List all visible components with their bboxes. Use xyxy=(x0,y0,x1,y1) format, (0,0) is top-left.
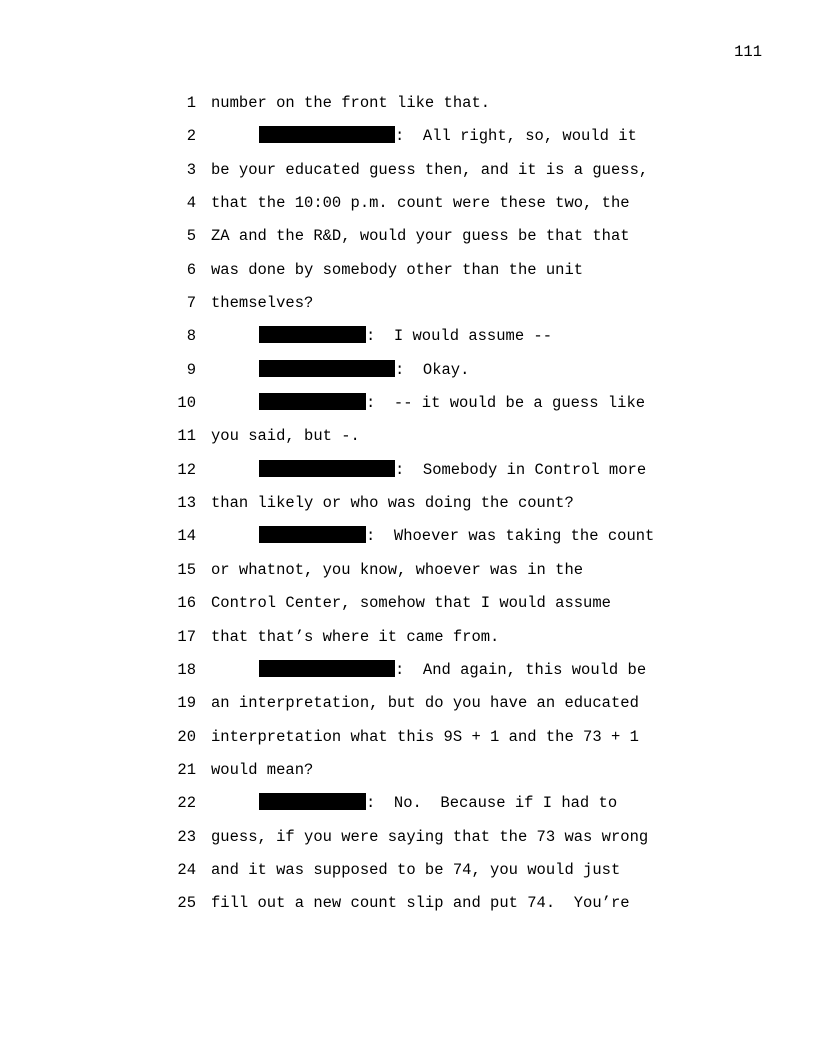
line-text-container xyxy=(211,560,583,580)
line-text-container xyxy=(211,760,313,780)
page-number: 111 xyxy=(734,43,762,61)
transcript-line xyxy=(0,660,816,693)
line-number: 25 xyxy=(177,894,196,913)
line-text-container xyxy=(211,893,630,913)
line-text: fill out a new count slip and put 74. You’re xyxy=(211,894,630,913)
line-number: 11 xyxy=(177,427,196,446)
line-text: number on the front like that. xyxy=(211,94,491,112)
line-text: you said, but -. xyxy=(211,427,360,446)
line-text: : And again, this would be xyxy=(395,660,647,679)
transcript-line xyxy=(0,126,816,159)
transcript-line xyxy=(0,526,816,559)
transcript-line xyxy=(0,693,816,726)
redacted-speaker-name xyxy=(259,326,366,343)
line-number: 12 xyxy=(177,460,196,479)
transcript-line xyxy=(0,193,816,226)
redacted-speaker-name xyxy=(259,526,366,543)
transcript-lines xyxy=(0,93,816,927)
line-number: 4 xyxy=(186,194,196,213)
line-text: was done by somebody other than the unit xyxy=(211,260,584,279)
redacted-speaker-name xyxy=(259,393,366,410)
line-text-container xyxy=(259,660,646,680)
transcript-line xyxy=(0,860,816,893)
transcript-line xyxy=(0,93,816,126)
transcript-line xyxy=(0,560,816,593)
line-text: an interpretation, but do you have an educated xyxy=(211,694,639,713)
transcript-line xyxy=(0,293,816,326)
line-text: : Somebody in Control more xyxy=(395,460,647,479)
line-text-container xyxy=(259,326,552,346)
line-text-container xyxy=(211,293,313,313)
transcript-line xyxy=(0,360,816,393)
line-text-container xyxy=(211,627,499,647)
line-text: that the 10:00 p.m. count were these two, the xyxy=(211,194,630,213)
line-number: 14 xyxy=(177,527,196,546)
redacted-speaker-name xyxy=(259,660,395,677)
redacted-speaker-name xyxy=(259,126,395,143)
line-text: be your educated guess then, and it is a guess, xyxy=(211,160,649,179)
line-text: themselves? xyxy=(211,294,314,313)
line-number: 17 xyxy=(177,627,196,646)
line-number: 13 xyxy=(177,494,196,513)
line-text-container xyxy=(211,160,648,180)
transcript-line xyxy=(0,326,816,359)
line-text: and it was supposed to be 74, you would just xyxy=(211,860,621,879)
transcript-line xyxy=(0,760,816,793)
transcript-line xyxy=(0,827,816,860)
line-number: 1 xyxy=(186,94,196,112)
line-text-container xyxy=(211,493,574,513)
redacted-speaker-name xyxy=(259,793,366,810)
line-number: 19 xyxy=(177,694,196,713)
line-text-container xyxy=(211,860,620,880)
line-number: 23 xyxy=(177,827,196,846)
transcript-line xyxy=(0,493,816,526)
transcript-line xyxy=(0,793,816,826)
line-text-container xyxy=(211,226,630,246)
redacted-speaker-name xyxy=(259,460,395,477)
transcript-line xyxy=(0,893,816,926)
line-text: that that’s where it came from. xyxy=(211,627,500,646)
line-text: : I would assume -- xyxy=(366,327,553,346)
line-number: 7 xyxy=(186,294,196,313)
redacted-speaker-name xyxy=(259,360,395,377)
line-text: : All right, so, would it xyxy=(395,127,637,146)
line-text: interpretation what this 9S + 1 and the 73 + 1 xyxy=(211,727,639,746)
line-text: : -- it would be a guess like xyxy=(366,394,646,413)
line-number: 18 xyxy=(177,660,196,679)
line-text-container xyxy=(211,693,639,713)
line-number: 6 xyxy=(186,260,196,279)
transcript-line xyxy=(0,727,816,760)
transcript-line xyxy=(0,460,816,493)
transcript-line xyxy=(0,393,816,426)
line-text-container xyxy=(211,727,639,747)
line-text-container xyxy=(259,460,646,480)
line-number: 2 xyxy=(186,127,196,146)
line-number: 3 xyxy=(186,160,196,179)
transcript-line xyxy=(0,426,816,459)
line-text-container xyxy=(259,126,637,146)
line-number: 24 xyxy=(177,860,196,879)
line-text-container xyxy=(211,93,490,113)
line-text-container xyxy=(259,526,654,546)
line-text: would mean? xyxy=(211,760,314,779)
line-text: or whatnot, you know, whoever was in the xyxy=(211,560,584,579)
line-text-container xyxy=(211,593,611,613)
transcript-line xyxy=(0,226,816,259)
line-text-container xyxy=(211,827,648,847)
line-text-container xyxy=(259,393,645,413)
line-text: guess, if you were saying that the 73 was wrong xyxy=(211,827,649,846)
transcript-line xyxy=(0,593,816,626)
line-text-container xyxy=(259,793,617,813)
line-text: : Okay. xyxy=(395,360,470,379)
line-number: 15 xyxy=(177,560,196,579)
line-number: 21 xyxy=(177,760,196,779)
transcript-line xyxy=(0,627,816,660)
line-text-container xyxy=(211,426,360,446)
line-text: Control Center, somehow that I would assume xyxy=(211,594,611,613)
transcript-line xyxy=(0,160,816,193)
line-number: 22 xyxy=(177,794,196,813)
line-text: : Whoever was taking the count xyxy=(366,527,655,546)
transcript-line xyxy=(0,260,816,293)
line-number: 10 xyxy=(177,394,196,413)
line-text: than likely or who was doing the count? xyxy=(211,494,574,513)
line-number: 20 xyxy=(177,727,196,746)
line-number: 9 xyxy=(186,360,196,379)
line-text-container xyxy=(259,360,469,380)
line-text: : No. Because if I had to xyxy=(366,794,618,813)
line-number: 16 xyxy=(177,594,196,613)
line-text-container xyxy=(211,260,583,280)
line-text-container xyxy=(211,193,630,213)
line-text: ZA and the R&D, would your guess be that that xyxy=(211,227,630,246)
line-number: 5 xyxy=(186,227,196,246)
line-number: 8 xyxy=(186,327,196,346)
